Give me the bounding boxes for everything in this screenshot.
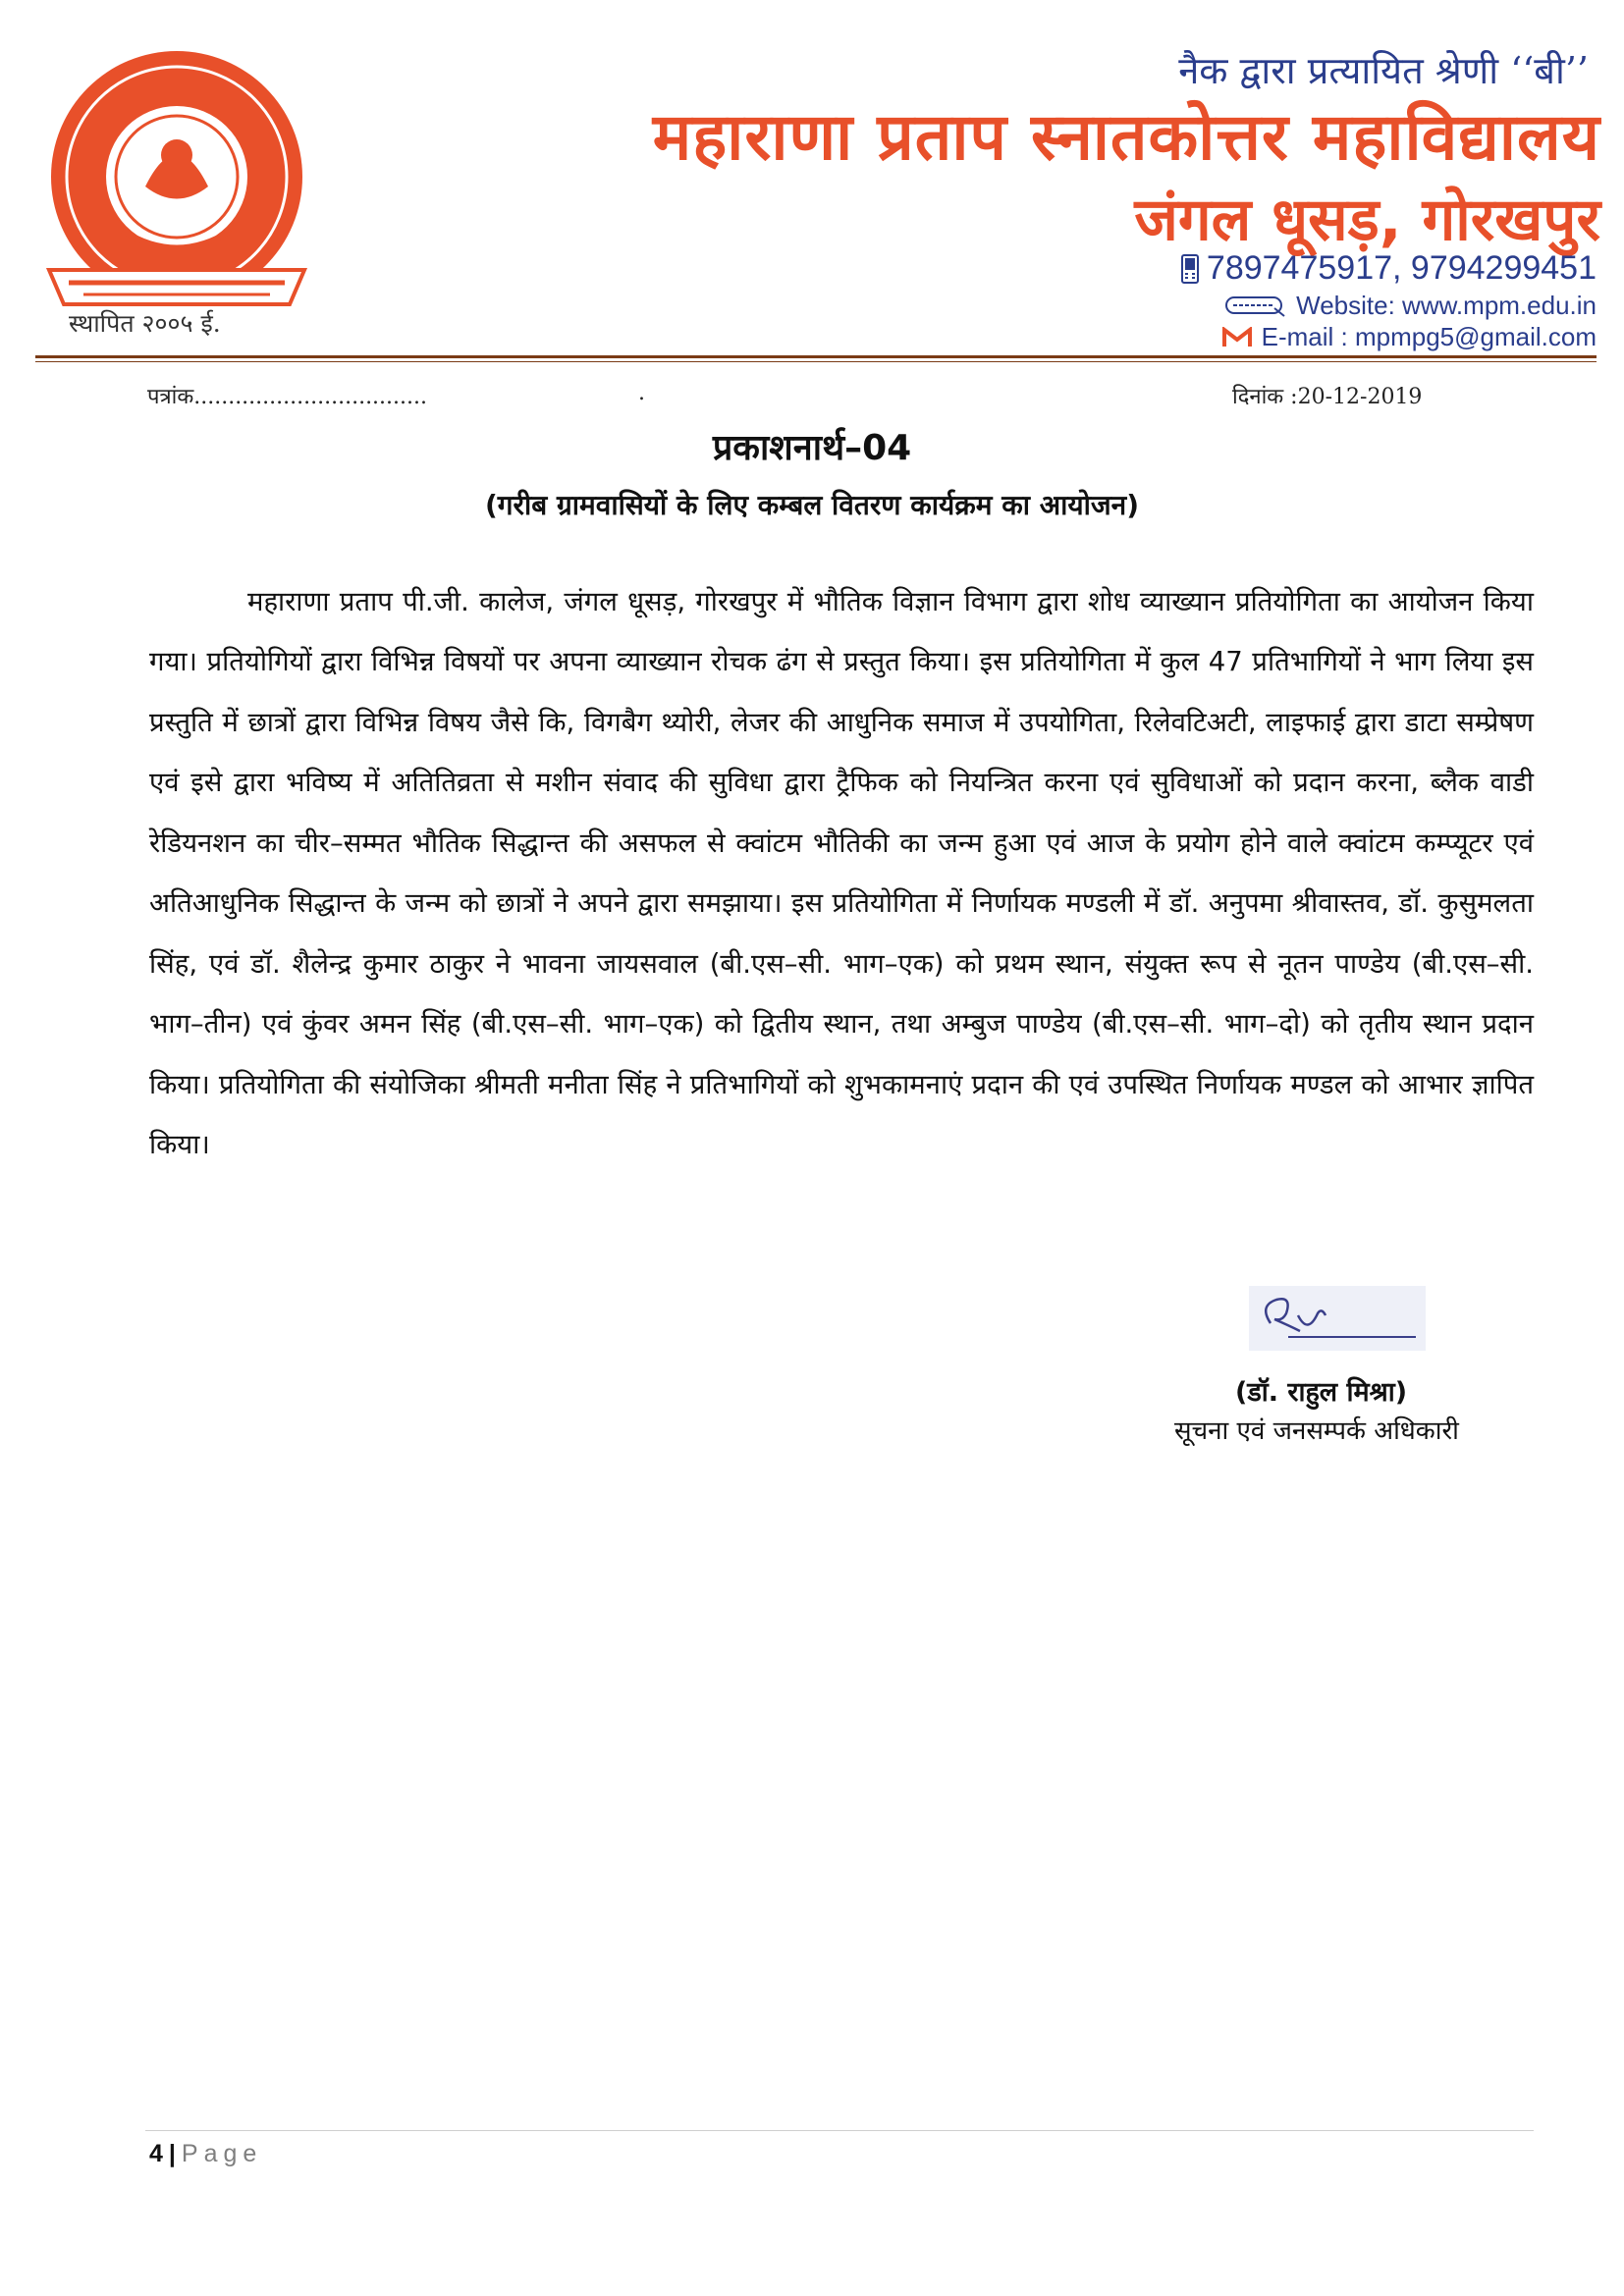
reference-number: पत्रांक.................................. xyxy=(147,385,428,409)
press-release-title: प्रकाशनार्थ–04 xyxy=(712,428,912,468)
press-release-subtitle: (गरीब ग्रामवासियों के लिए कम्बल वितरण कार्यक्रम का आयोजन) xyxy=(484,489,1140,521)
footer-separator: | xyxy=(168,2140,176,2167)
college-name: महाराणा प्रताप स्नातकोत्तर महाविद्यालय xyxy=(652,99,1600,175)
contact-phone xyxy=(1181,249,1597,288)
email-icon xyxy=(1222,327,1252,348)
page-label: Page xyxy=(181,2140,263,2167)
contact-website[interactable] xyxy=(1225,291,1597,321)
meta-dot: . xyxy=(638,381,645,405)
contact-email[interactable] xyxy=(1222,322,1597,352)
established-year: स्थापित २००५ ई. xyxy=(69,309,221,338)
header-divider xyxy=(35,355,1597,358)
letter-date: दिनांक :20-12-2019 xyxy=(1232,385,1423,409)
naac-grade: नैक द्वारा प्रत्यायित श्रेणी ‘‘बी’’ xyxy=(1178,49,1589,92)
footer-divider xyxy=(145,2130,1534,2131)
signature-icon xyxy=(1249,1286,1426,1351)
signatory-designation: सूचना एवं जनसम्पर्क अधिकारी xyxy=(1174,1416,1459,1446)
page-number: 4 xyxy=(149,2140,163,2167)
page-footer xyxy=(149,2140,262,2168)
phone-icon xyxy=(1181,254,1199,284)
header-divider-thin xyxy=(35,361,1597,362)
phone-numbers: 7897475917, 9794299451 xyxy=(1206,249,1597,287)
website-text[interactable]: Website: www.mpm.edu.in xyxy=(1296,291,1597,320)
signatory-name: (डॉ. राहुल मिश्रा) xyxy=(1235,1377,1408,1408)
letterhead xyxy=(0,0,1624,373)
email-text[interactable]: E-mail : mpmpg5@gmail.com xyxy=(1261,322,1597,351)
web-icon xyxy=(1225,294,1286,318)
college-location: जंगल धूसड़, गोरखपुर xyxy=(1134,186,1600,254)
press-release-body: महाराणा प्रताप पी.जी. कालेज, जंगल धूसड़, गोरखपुर में भौतिक विज्ञान विभाग द्वारा शोध व्याख्यान प्रतियोगिता का आयोजन किया गया। प्रतियोगियों द्वारा विभिन्न विषयों पर अपना व्याख्यान रोचक ढंग से प्रस्तुत किया। इस प्रतियोगिता में कुल 47 प्रतिभागियों ने भाग लिया इस प्रस्तुति में छात्रों द्वारा विभिन्न विषय जैसे कि, विगबैग थ्योरी, लेजर की आधुनिक समाज में उपयोगिता, रिलेवटिअटी, लाइफाई द्वारा डाटा सम्प्रेषण एवं इसे द्वारा भविष्य में अतितिव्रता से मशीन संवाद की सुविधा द्वारा ट्रैफिक को नियन्त्रित करना एवं सुविधाओं को प्रदान करना, ब्लैक वाडी रेडियनशन का चीर–सम्मत भौतिक सिद्धान्त की असफल से क्वांटम भौतिकी का जन्म हुआ एवं आज के प्रयोग होने वाले क्वांटम कम्प्यूटर एवं अतिआधुनिक सिद्धान्त के जन्म को छात्रों ने अपने द्वारा समझाया। इस प्रतियोगिता में निर्णायक मण्डली में डॉ. अनुपमा श्रीवास्तव, डॉ. कुसुमलता सिंह, एवं डॉ. शैलेन्द्र कुमार ठाकुर ने भावना जायसवाल (बी.एस–सी. भाग–एक) को प्रथम स्थान, संयुक्त रूप से नूतन पाण्डेय (बी.एस–सी. भाग–तीन) एवं कुंवर अमन सिंह (बी.एस–सी. भाग–एक) को द्वितीय स्थान, तथा अम्बुज पाण्डेय (बी.एस–सी. भाग–दो) को तृतीय स्थान प्रदान किया। प्रतियोगिता की संयोजिका श्रीमती मनीता सिंह ने प्रतिभागियों को शुभकामनाएं प्रदान की एवं उपस्थित निर्णायक मण्डल को आभार ज्ञापित किया। xyxy=(149,585,1534,1160)
